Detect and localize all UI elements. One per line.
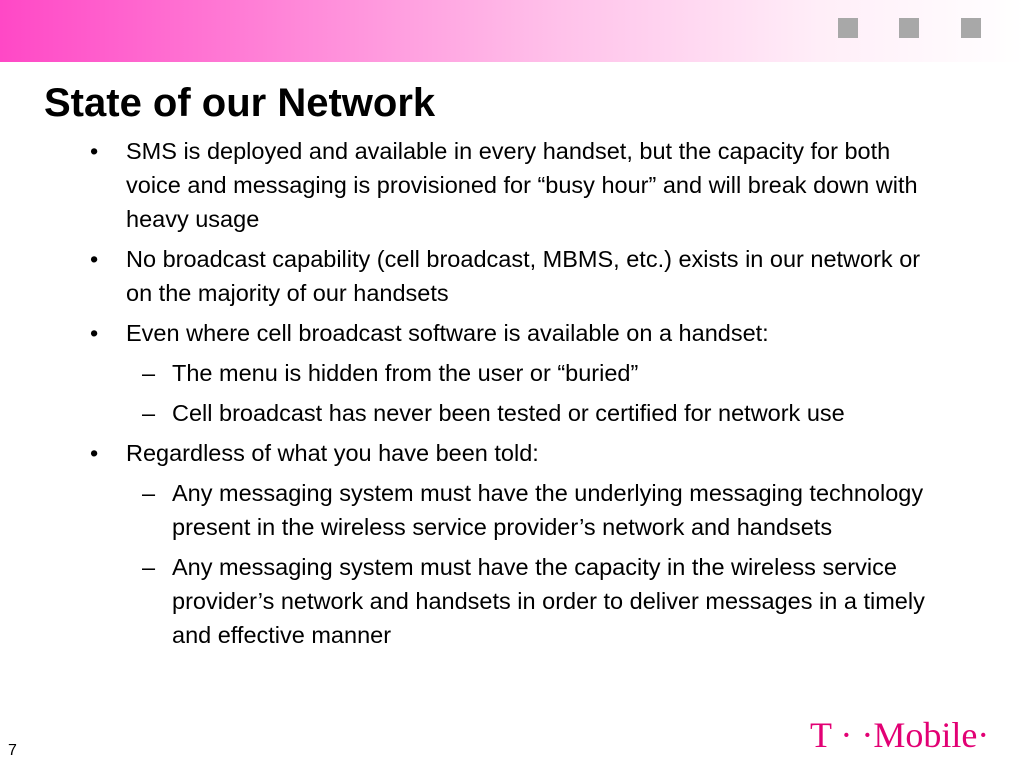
bullet-text: Even where cell broadcast software is available on a handset: (126, 320, 769, 346)
sub-bullet-text: Any messaging system must have the underlying messaging technology present in the wireless service provider’s network and handsets (172, 480, 924, 540)
sub-bullet-marker: – (142, 400, 156, 426)
bullet-text: No broadcast capability (cell broadcast, MBMS, etc.) exists in our network or on the majority of our handsets (126, 246, 921, 306)
bullet-marker: • (90, 246, 99, 272)
bullet-item (90, 242, 950, 310)
sub-bullet-marker: – (142, 554, 156, 580)
bullet-marker: • (90, 440, 99, 466)
square-icon (899, 18, 919, 38)
slide-title: State of our Network (44, 81, 436, 125)
bullet-text: Regardless of what you have been told: (126, 440, 539, 466)
bullet-item (90, 316, 950, 430)
t-mobile-logo: T · ·Mobile· (810, 715, 990, 755)
sub-bullet-text: Any messaging system must have the capacity in the wireless service provider’s network and handsets in order to deliver messages in a timely and effective manner (172, 554, 925, 648)
bullet-text: SMS is deployed and available in every handset, but the capacity for both voice and messaging is provisioned for “busy hour” and will break down with heavy usage (126, 138, 918, 232)
sub-bullet-marker: – (142, 480, 156, 506)
decorative-squares (0, 18, 1024, 38)
sub-bullet-marker: – (142, 360, 156, 386)
sub-bullet-item (126, 396, 950, 430)
square-icon (838, 18, 858, 38)
bullet-item (90, 436, 950, 652)
sub-bullet-item (126, 550, 950, 652)
slide-number: 7 (8, 742, 17, 759)
bullet-marker: • (90, 320, 99, 346)
bullet-marker: • (90, 138, 99, 164)
sub-bullet-list (126, 476, 950, 652)
sub-bullet-text: The menu is hidden from the user or “buried” (172, 360, 639, 386)
bullet-item (90, 134, 950, 236)
sub-bullet-item (126, 476, 950, 544)
sub-bullet-item (126, 356, 950, 390)
square-icon (961, 18, 981, 38)
sub-bullet-list (126, 356, 950, 430)
sub-bullet-text: Cell broadcast has never been tested or certified for network use (172, 400, 845, 426)
bullet-list (90, 134, 950, 658)
